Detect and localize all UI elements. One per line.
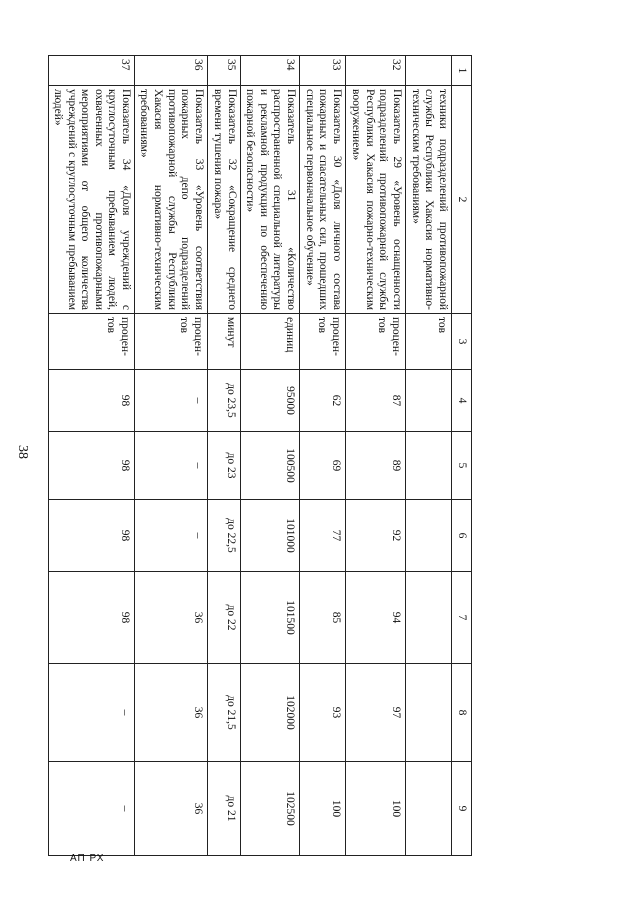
row-number: 32: [346, 56, 406, 86]
value-cell: [406, 500, 452, 572]
value-cell: [406, 572, 452, 664]
unit-cell: единиц: [240, 314, 299, 370]
value-cell: 100: [346, 762, 406, 856]
indicators-table: [48, 55, 472, 856]
indicators-table-rotated: [52, 55, 472, 855]
header-cell: 4: [452, 370, 472, 432]
indicators-table-frame: [52, 55, 472, 855]
value-cell: 98: [48, 432, 134, 500]
value-cell: до 21,5: [207, 664, 240, 762]
value-cell: 98: [48, 370, 134, 432]
value-cell: до 21: [207, 762, 240, 856]
row-number: [406, 56, 452, 86]
table-row: [134, 56, 207, 856]
table-row: [346, 56, 406, 856]
value-cell: –: [134, 432, 207, 500]
value-cell: 89: [346, 432, 406, 500]
value-cell: 100500: [240, 432, 299, 500]
unit-cell: процен-тов: [134, 314, 207, 370]
header-cell: 5: [452, 432, 472, 500]
indicator-name: Показатель 31 «Количество распространенной специальной литературы и рекламной продукции по обеспечению пожарной безопасности»: [240, 86, 299, 314]
value-cell: до 23,5: [207, 370, 240, 432]
table-row: [406, 56, 452, 856]
value-cell: 36: [134, 572, 207, 664]
header-cell: 3: [452, 314, 472, 370]
value-cell: 102500: [240, 762, 299, 856]
table-row: [207, 56, 240, 856]
indicator-name: Показатель 30 «Доля личного состава пожарных и спасательных сил, прошедших специальное первоначальное обучение»: [300, 86, 346, 314]
unit-cell: процен-тов: [48, 314, 134, 370]
value-cell: 77: [300, 500, 346, 572]
unit-cell: процен-тов: [300, 314, 346, 370]
table-header-row: [452, 56, 472, 856]
row-number: 33: [300, 56, 346, 86]
footer-mark: АП РХ: [70, 853, 105, 864]
value-cell: –: [48, 762, 134, 856]
value-cell: 62: [300, 370, 346, 432]
value-cell: 100: [300, 762, 346, 856]
header-cell: 9: [452, 762, 472, 856]
unit-cell: минут: [207, 314, 240, 370]
indicator-name: Показатель 34 «Доля учреждений с круглосуточным пребыванием людей, охваченных противопожарными мероприятиями от общего количества учреждений с круглосуточным пребыванием людей»: [48, 86, 134, 314]
value-cell: [406, 664, 452, 762]
table-row: [300, 56, 346, 856]
table-row: [240, 56, 299, 856]
indicator-name: Показатель 32 «Сокращение среднего времени тушения пожара»: [207, 86, 240, 314]
row-number: 34: [240, 56, 299, 86]
value-cell: –: [134, 500, 207, 572]
table-row: [48, 56, 134, 856]
value-cell: 97: [346, 664, 406, 762]
header-cell: 7: [452, 572, 472, 664]
unit-cell: процен-тов: [346, 314, 406, 370]
value-cell: 87: [346, 370, 406, 432]
value-cell: 85: [300, 572, 346, 664]
value-cell: –: [48, 664, 134, 762]
header-cell: 8: [452, 664, 472, 762]
value-cell: 92: [346, 500, 406, 572]
value-cell: до 22: [207, 572, 240, 664]
row-number: 37: [48, 56, 134, 86]
header-cell: 6: [452, 500, 472, 572]
value-cell: 36: [134, 762, 207, 856]
page-number: 38: [15, 445, 30, 459]
value-cell: 98: [48, 572, 134, 664]
value-cell: [406, 762, 452, 856]
header-cell: 1: [452, 56, 472, 86]
value-cell: 98: [48, 500, 134, 572]
value-cell: до 23: [207, 432, 240, 500]
row-number: 36: [134, 56, 207, 86]
value-cell: 69: [300, 432, 346, 500]
value-cell: 101500: [240, 572, 299, 664]
header-cell: 2: [452, 86, 472, 314]
indicator-name: техники подразделений противопожарной службы Республики Хакасия нормативно-техническим требованиям»: [406, 86, 452, 314]
unit-cell: тов: [406, 314, 452, 370]
value-cell: 94: [346, 572, 406, 664]
indicator-name: Показатель 29 «Уровень оснащенности подразделений противопожарной службы Республики Хакасия пожарно-техническим вооружением»: [346, 86, 406, 314]
value-cell: 93: [300, 664, 346, 762]
value-cell: 101000: [240, 500, 299, 572]
row-number: 35: [207, 56, 240, 86]
value-cell: –: [134, 370, 207, 432]
value-cell: [406, 432, 452, 500]
value-cell: 95000: [240, 370, 299, 432]
value-cell: 102000: [240, 664, 299, 762]
value-cell: до 22,5: [207, 500, 240, 572]
indicator-name: Показатель 33 «Уровень соответствия пожарных депо подразделений противопожарной службы Республики Хакасия нормативно-техническим требованиям»: [134, 86, 207, 314]
value-cell: [406, 370, 452, 432]
value-cell: 36: [134, 664, 207, 762]
